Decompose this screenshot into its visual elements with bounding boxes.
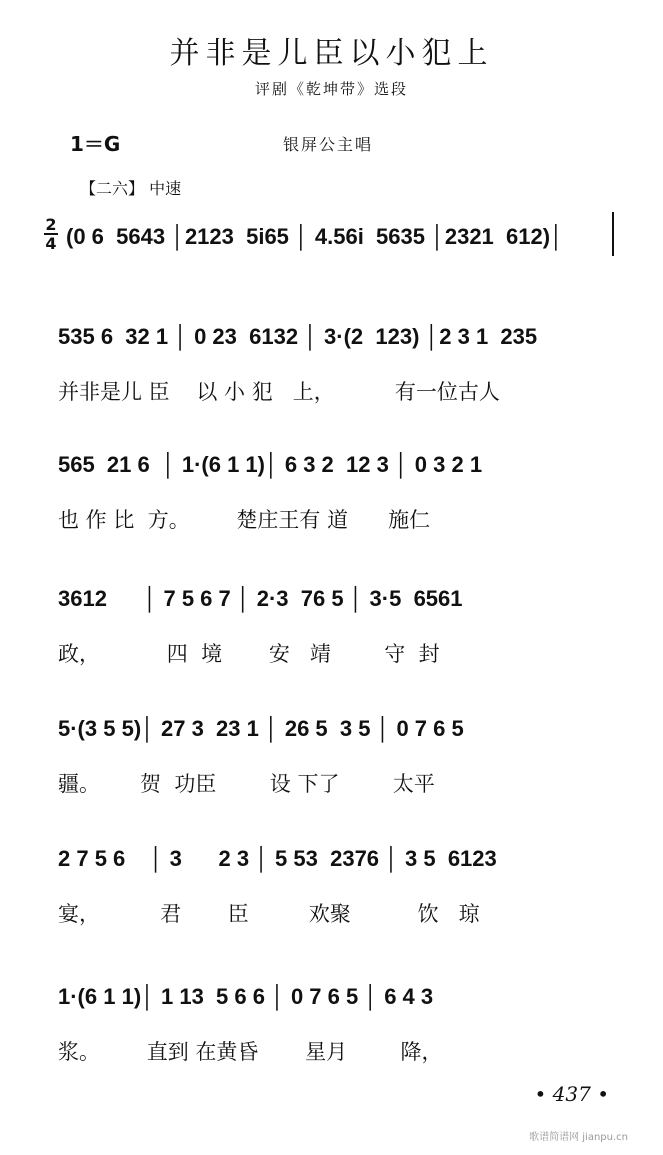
score-system-4 bbox=[0, 586, 663, 716]
score-system-6 bbox=[0, 846, 663, 976]
notation-line: 1·(6 1 1)│ 1 13 5 6 6 │ 0 7 6 5 │ 6 4 3 bbox=[58, 984, 434, 1009]
score-system-2 bbox=[0, 324, 663, 454]
score-system-5 bbox=[0, 716, 663, 846]
lyric-line: 并非是儿 臣 以 小 犯 上， 有一位古人 bbox=[58, 380, 500, 404]
song-subtitle: 评剧《乾坤带》选段 bbox=[254, 80, 408, 98]
time-signature bbox=[44, 216, 58, 252]
key-signature: 1＝G bbox=[70, 132, 121, 156]
singer-credit: 银屏公主唱 bbox=[283, 135, 374, 154]
lyric-line: 宴， 君 臣 欢聚 饮 琼 bbox=[58, 902, 480, 926]
song-title: 并非是儿臣以小犯上 bbox=[169, 36, 494, 71]
notation-line: 535 6 32 1 │ 0 23 6132 │ 3·(2 123) │2 3 1 235 bbox=[58, 324, 538, 349]
notation-line: 3612 │ 7 5 6 7 │ 2·3 76 5 │ 3·5 6561 bbox=[58, 586, 463, 611]
lyric-line: 政， 四 境 安 靖 守 封 bbox=[58, 642, 440, 666]
end-barline bbox=[612, 212, 614, 256]
notation-line: 565 21 6 │ 1·(6 1 1)│ 6 3 2 12 3 │ 0 3 2 1 bbox=[58, 452, 483, 477]
page-number: • 437 • bbox=[534, 1082, 609, 1106]
section-marking: 【二六】 中速 bbox=[80, 179, 182, 198]
notation-line: 2 7 5 6 │ 3 2 3 │ 5 53 2376 │ 3 5 6123 bbox=[58, 846, 497, 871]
lyric-line: 浆。 直到 在黄昏 星月 降， bbox=[58, 1040, 443, 1064]
notation-line: 5·(3 5 5)│ 27 3 23 1 │ 26 5 3 5 │ 0 7 6 5 bbox=[58, 716, 464, 741]
lyric-line: 也 作 比 方。 楚庄王有 道 施仁 bbox=[58, 508, 431, 532]
score-system-3 bbox=[0, 452, 663, 582]
notation-line: (0 6 5643 │2123 5i65 │ 4.56i 5635 │2321 612)│ bbox=[66, 224, 564, 249]
lyric-line: 疆。 贺 功臣 设 下了 太平 bbox=[58, 772, 435, 796]
time-signature-top: 2 bbox=[45, 215, 57, 234]
time-signature-bottom: 4 bbox=[45, 234, 57, 253]
watermark: 歌谱简谱网 jianpu.cn bbox=[529, 1132, 628, 1143]
